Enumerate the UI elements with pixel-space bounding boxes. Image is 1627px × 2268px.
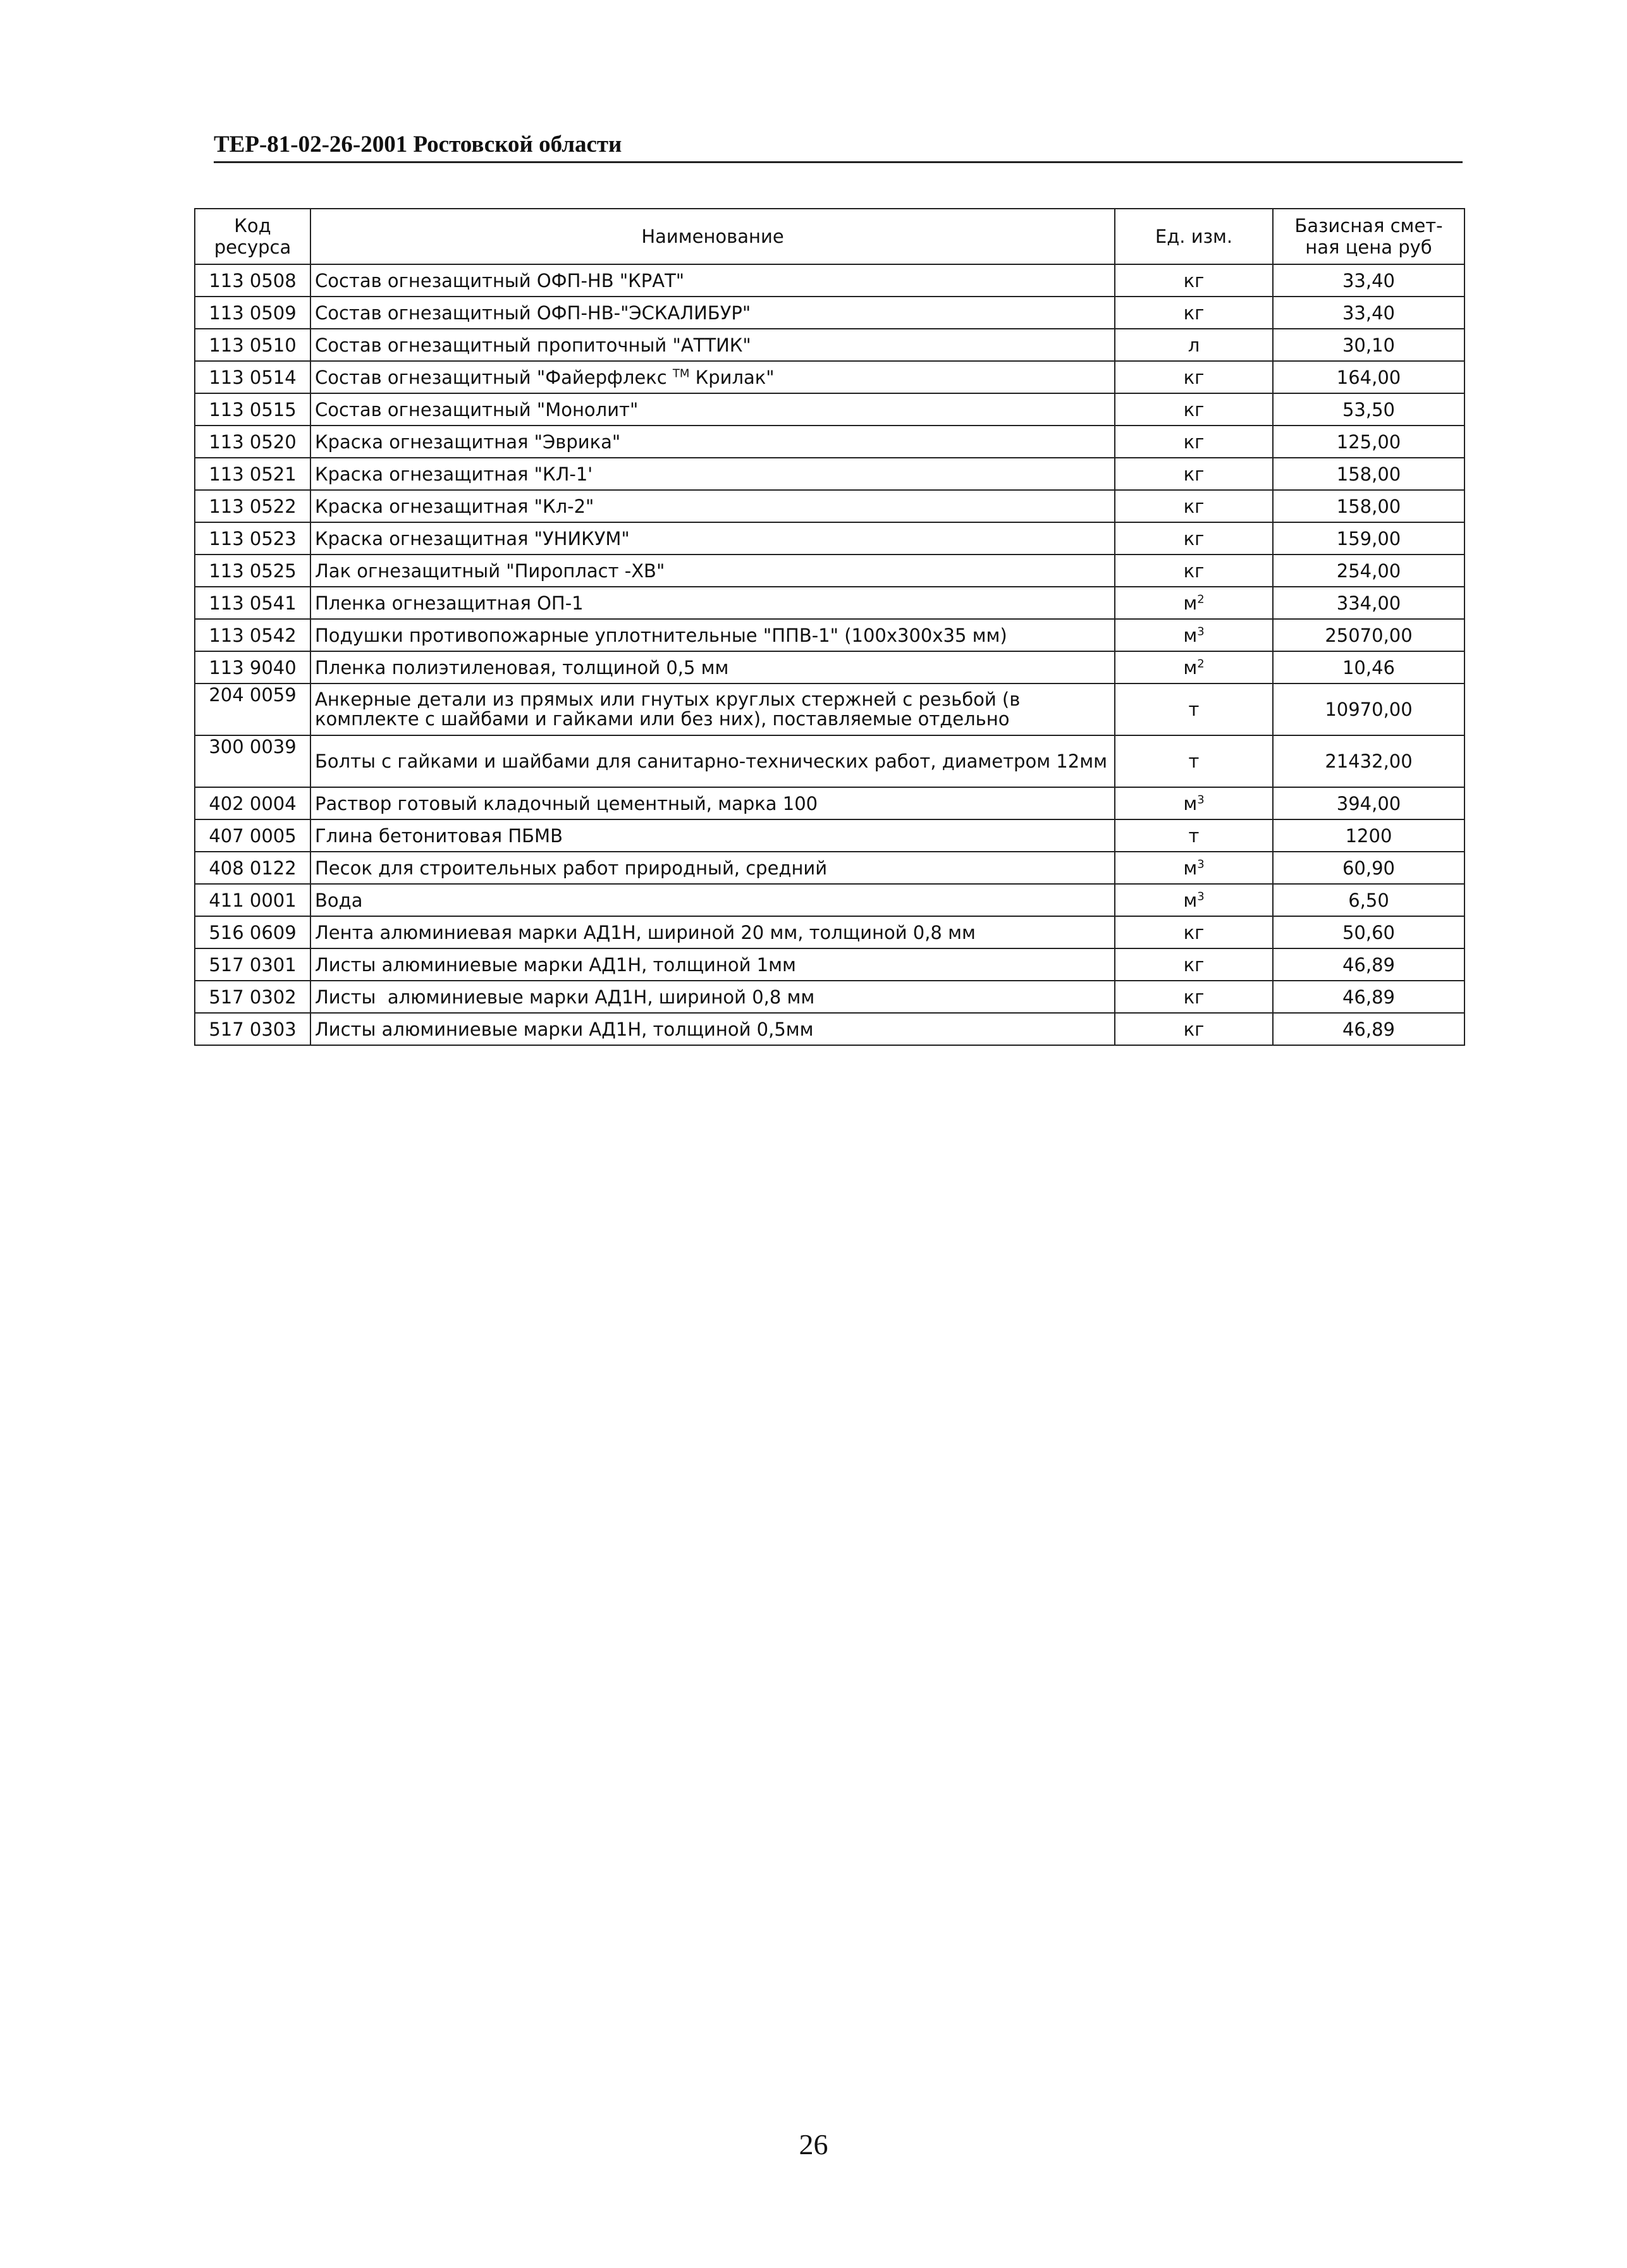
table-row xyxy=(195,651,1464,683)
resource-name: Состав огнезащитный пропиточный "АТТИК" xyxy=(310,329,1115,361)
table-row xyxy=(195,555,1464,587)
resource-unit xyxy=(1115,852,1273,884)
resource-unit xyxy=(1115,587,1273,619)
resource-name: Лак огнезащитный "Пиропласт -ХВ" xyxy=(310,555,1115,587)
table-row xyxy=(195,683,1464,735)
resource-code: 113 0509 xyxy=(195,297,310,329)
resource-price: 33,40 xyxy=(1273,297,1464,329)
table-row xyxy=(195,884,1464,916)
unit-exponent: 3 xyxy=(1197,792,1205,806)
table-row xyxy=(195,393,1464,426)
unit-base: м xyxy=(1183,624,1198,646)
resource-code: 408 0122 xyxy=(195,852,310,884)
resource-price: 6,50 xyxy=(1273,884,1464,916)
resource-unit: кг xyxy=(1115,490,1273,522)
resource-name: Вода xyxy=(310,884,1115,916)
table-row xyxy=(195,458,1464,490)
resource-price-table xyxy=(194,208,1465,1046)
resource-name xyxy=(310,361,1115,393)
resource-unit: т xyxy=(1115,683,1273,735)
resource-name: Листы алюминиевые марки АД1Н, шириной 0,8 мм xyxy=(310,981,1115,1013)
resource-unit: т xyxy=(1115,735,1273,787)
resource-code: 402 0004 xyxy=(195,787,310,819)
resource-code: 113 0508 xyxy=(195,264,310,297)
resource-code: 300 0039 xyxy=(195,735,310,787)
resource-price: 254,00 xyxy=(1273,555,1464,587)
column-header-name: Наименование xyxy=(310,209,1115,264)
resource-name: Листы алюминиевые марки АД1Н, толщиной 1мм xyxy=(310,948,1115,981)
unit-exponent: 3 xyxy=(1197,857,1205,871)
resource-price: 33,40 xyxy=(1273,264,1464,297)
column-header-code-line2: ресурса xyxy=(214,236,292,258)
resource-price: 159,00 xyxy=(1273,522,1464,555)
unit-base: м xyxy=(1183,857,1198,879)
column-header-code xyxy=(195,209,310,264)
resource-unit xyxy=(1115,651,1273,683)
table-row xyxy=(195,426,1464,458)
unit-exponent: 2 xyxy=(1197,592,1205,606)
resource-code: 517 0301 xyxy=(195,948,310,981)
unit-exponent: 3 xyxy=(1197,624,1205,638)
resource-name: Лента алюминиевая марки АД1Н, шириной 20 мм, толщиной 0,8 мм xyxy=(310,916,1115,948)
resource-price: 46,89 xyxy=(1273,948,1464,981)
table-row xyxy=(195,735,1464,787)
resource-unit: кг xyxy=(1115,264,1273,297)
table-row xyxy=(195,819,1464,852)
resource-price: 10970,00 xyxy=(1273,683,1464,735)
resource-code: 113 0520 xyxy=(195,426,310,458)
table-row xyxy=(195,329,1464,361)
resource-name: Песок для строительных работ природный, средний xyxy=(310,852,1115,884)
resource-price: 158,00 xyxy=(1273,458,1464,490)
resource-name: Подушки противопожарные уплотнительные "ППВ-1" (100х300х35 мм) xyxy=(310,619,1115,651)
resource-code: 204 0059 xyxy=(195,683,310,735)
table-row xyxy=(195,948,1464,981)
resource-code: 113 0510 xyxy=(195,329,310,361)
resource-code: 411 0001 xyxy=(195,884,310,916)
resource-price: 158,00 xyxy=(1273,490,1464,522)
resource-unit: кг xyxy=(1115,426,1273,458)
column-header-unit: Ед. изм. xyxy=(1115,209,1273,264)
resource-name-part: Крилак" xyxy=(689,366,775,388)
resource-unit: кг xyxy=(1115,393,1273,426)
resource-name: Болты с гайками и шайбами для санитарно-технических работ, диаметром 12мм xyxy=(310,735,1115,787)
resource-name: Краска огнезащитная "КЛ-1' xyxy=(310,458,1115,490)
table-row xyxy=(195,852,1464,884)
column-header-price xyxy=(1273,209,1464,264)
table-row xyxy=(195,787,1464,819)
trademark-superscript: ТМ xyxy=(672,366,690,380)
resource-code: 113 0542 xyxy=(195,619,310,651)
resource-price: 164,00 xyxy=(1273,361,1464,393)
resource-name: Краска огнезащитная "Эврика" xyxy=(310,426,1115,458)
page-number: 26 xyxy=(799,2128,828,2161)
column-header-price-line2: ная цена руб xyxy=(1305,236,1432,258)
unit-base: м xyxy=(1183,592,1198,614)
resource-code: 113 0541 xyxy=(195,587,310,619)
resource-unit: кг xyxy=(1115,948,1273,981)
resource-price: 394,00 xyxy=(1273,787,1464,819)
resource-unit xyxy=(1115,787,1273,819)
table-row xyxy=(195,264,1464,297)
resource-unit xyxy=(1115,884,1273,916)
resource-name-part: Состав огнезащитный "Файерфлекс xyxy=(315,366,673,388)
resource-unit xyxy=(1115,619,1273,651)
resource-code: 113 0525 xyxy=(195,555,310,587)
unit-exponent: 3 xyxy=(1197,889,1205,903)
table-row xyxy=(195,361,1464,393)
document-header: ТЕР-81-02-26-2001 Ростовской области xyxy=(214,130,1463,163)
table-row xyxy=(195,587,1464,619)
resource-name: Краска огнезащитная "УНИКУМ" xyxy=(310,522,1115,555)
resource-name: Глина бетонитовая ПБМВ xyxy=(310,819,1115,852)
resource-price: 50,60 xyxy=(1273,916,1464,948)
resource-unit: кг xyxy=(1115,916,1273,948)
resource-price: 1200 xyxy=(1273,819,1464,852)
resource-code: 517 0302 xyxy=(195,981,310,1013)
column-header-price-line1: Базисная смет- xyxy=(1294,215,1443,236)
resource-code: 113 0515 xyxy=(195,393,310,426)
column-header-code-line1: Код xyxy=(234,215,271,236)
resource-unit: кг xyxy=(1115,458,1273,490)
resource-price: 53,50 xyxy=(1273,393,1464,426)
resource-code: 113 0521 xyxy=(195,458,310,490)
table-row xyxy=(195,297,1464,329)
resource-price: 30,10 xyxy=(1273,329,1464,361)
resource-price: 125,00 xyxy=(1273,426,1464,458)
table-row xyxy=(195,490,1464,522)
resource-unit: кг xyxy=(1115,981,1273,1013)
resource-name: Состав огнезащитный ОФП-НВ-"ЭСКАЛИБУР" xyxy=(310,297,1115,329)
table-row xyxy=(195,619,1464,651)
resource-unit: кг xyxy=(1115,361,1273,393)
resource-name: Пленка огнезащитная ОП-1 xyxy=(310,587,1115,619)
table-row xyxy=(195,1013,1464,1045)
resource-name: Состав огнезащитный "Монолит" xyxy=(310,393,1115,426)
resource-name: Пленка полиэтиленовая, толщиной 0,5 мм xyxy=(310,651,1115,683)
resource-unit: л xyxy=(1115,329,1273,361)
resource-unit: кг xyxy=(1115,297,1273,329)
resource-name: Анкерные детали из прямых или гнутых круглых стержней с резьбой (в комплекте с шайбами и гайками или без них), поставляемые отдельно xyxy=(310,683,1115,735)
resource-name: Состав огнезащитный ОФП-НВ "КРАТ" xyxy=(310,264,1115,297)
unit-base: м xyxy=(1183,656,1198,678)
unit-exponent: 2 xyxy=(1197,656,1205,670)
resource-code: 113 0514 xyxy=(195,361,310,393)
resource-price: 46,89 xyxy=(1273,981,1464,1013)
table-row xyxy=(195,916,1464,948)
resource-price: 60,90 xyxy=(1273,852,1464,884)
resource-code: 516 0609 xyxy=(195,916,310,948)
resource-code: 407 0005 xyxy=(195,819,310,852)
table-row xyxy=(195,981,1464,1013)
resource-name: Листы алюминиевые марки АД1Н, толщиной 0,5мм xyxy=(310,1013,1115,1045)
resource-unit: кг xyxy=(1115,555,1273,587)
resource-code: 113 9040 xyxy=(195,651,310,683)
table-header-row xyxy=(195,209,1464,264)
resource-code: 517 0303 xyxy=(195,1013,310,1045)
resource-price: 25070,00 xyxy=(1273,619,1464,651)
resource-unit: кг xyxy=(1115,522,1273,555)
resource-name: Раствор готовый кладочный цементный, марка 100 xyxy=(310,787,1115,819)
resource-price: 21432,00 xyxy=(1273,735,1464,787)
resource-name: Краска огнезащитная "Кл-2" xyxy=(310,490,1115,522)
unit-base: м xyxy=(1183,792,1198,814)
resource-unit: кг xyxy=(1115,1013,1273,1045)
resource-code: 113 0522 xyxy=(195,490,310,522)
table-row xyxy=(195,522,1464,555)
resource-price: 46,89 xyxy=(1273,1013,1464,1045)
resource-code: 113 0523 xyxy=(195,522,310,555)
unit-base: м xyxy=(1183,889,1198,911)
resource-price: 10,46 xyxy=(1273,651,1464,683)
resource-unit: т xyxy=(1115,819,1273,852)
resource-price: 334,00 xyxy=(1273,587,1464,619)
